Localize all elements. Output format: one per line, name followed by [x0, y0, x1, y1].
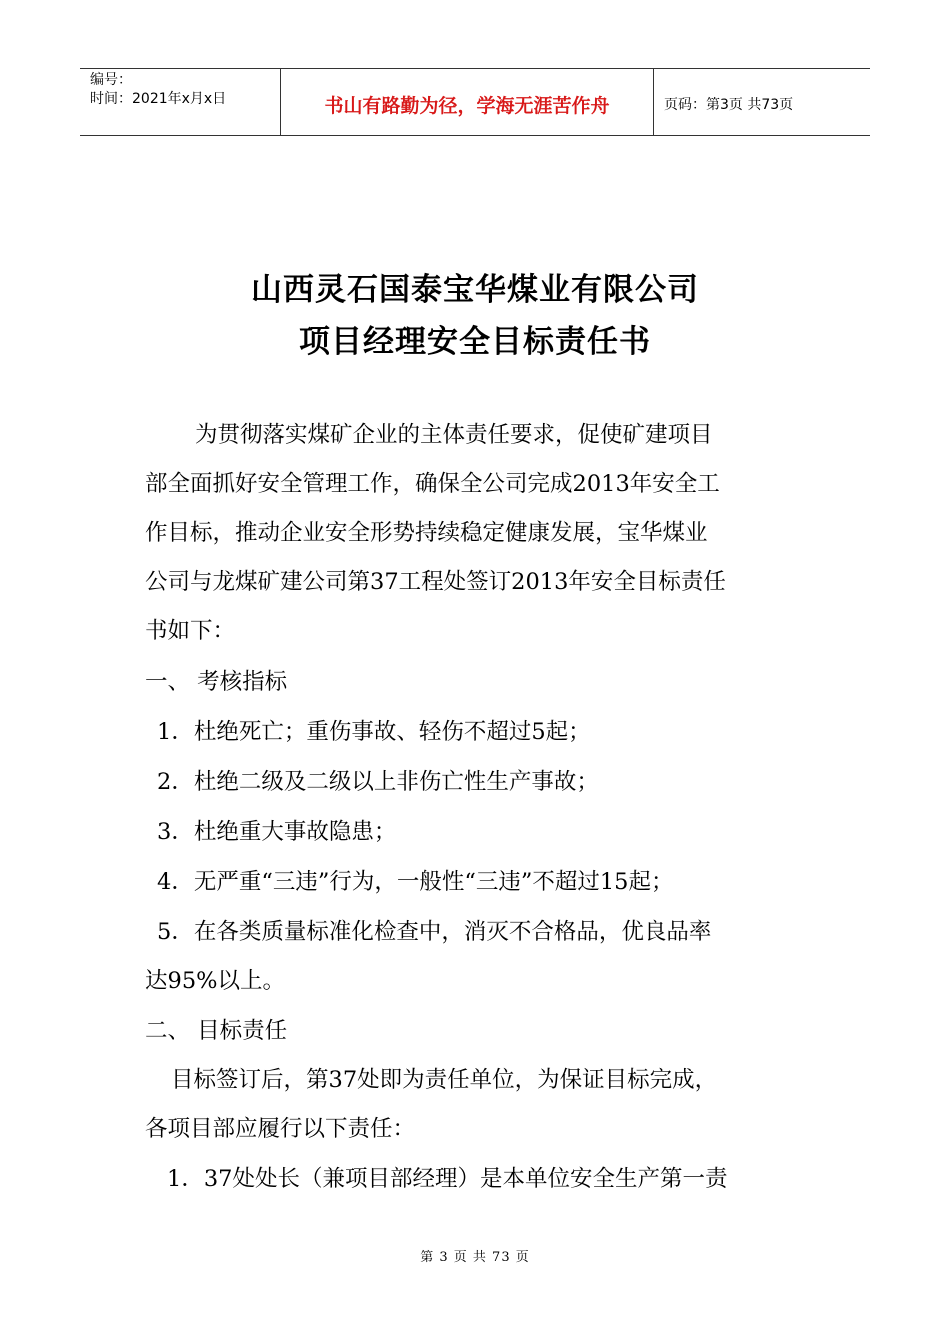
list-item: 2．杜绝二级及二级以上非伤亡性生产事故； [157, 769, 599, 795]
paragraph-line: 目标签订后，第37处即为责任单位，为保证目标完成， [171, 1067, 718, 1093]
section-heading-2: 二、 目标责任 [145, 1018, 288, 1044]
list-item-continuation: 达95%以上。 [145, 968, 286, 994]
paragraph-line: 作目标，推动企业安全形势持续稳定健康发展，宝华煤业 [145, 520, 708, 546]
document-date: 时间：2021年x月x日 [90, 91, 227, 107]
paragraph-line: 书如下： [145, 618, 236, 644]
page-footer: 第 3 页 共 73 页 [420, 1250, 530, 1265]
document-number-label: 编号： [90, 72, 132, 88]
document-title-line-1: 山西灵石国泰宝华煤业有限公司 [251, 272, 699, 308]
paragraph-line: 各项目部应履行以下责任： [145, 1116, 416, 1142]
page-header [80, 68, 870, 136]
list-item: 3．杜绝重大事故隐患； [157, 819, 397, 845]
list-item: 5．在各类质量标准化检查中，消灭不合格品，优良品率 [157, 919, 712, 945]
header-page-info: 页码：第3页 共73页 [664, 97, 794, 113]
paragraph-line: 公司与龙煤矿建公司第37工程处签订2013年安全目标责任 [145, 569, 726, 595]
paragraph-line: 为贯彻落实煤矿企业的主体责任要求，促使矿建项目 [195, 422, 713, 448]
section-heading-1: 一、 考核指标 [145, 669, 288, 695]
list-item: 4．无严重“三违”行为，一般性“三违”不超过15起； [157, 869, 674, 895]
header-motto: 书山有路勤为径，学海无涯苦作舟 [281, 69, 654, 135]
document-title-line-2: 项目经理安全目标责任书 [299, 324, 651, 360]
list-item: 1．杜绝死亡；重伤事故、轻伤不超过5起； [157, 719, 591, 745]
header-left-cell [80, 69, 281, 135]
list-item: 1．37处处长（兼项目部经理）是本单位安全生产第一责 [167, 1166, 728, 1192]
paragraph-line: 部全面抓好安全管理工作，确保全公司完成2013年安全工 [145, 471, 720, 497]
